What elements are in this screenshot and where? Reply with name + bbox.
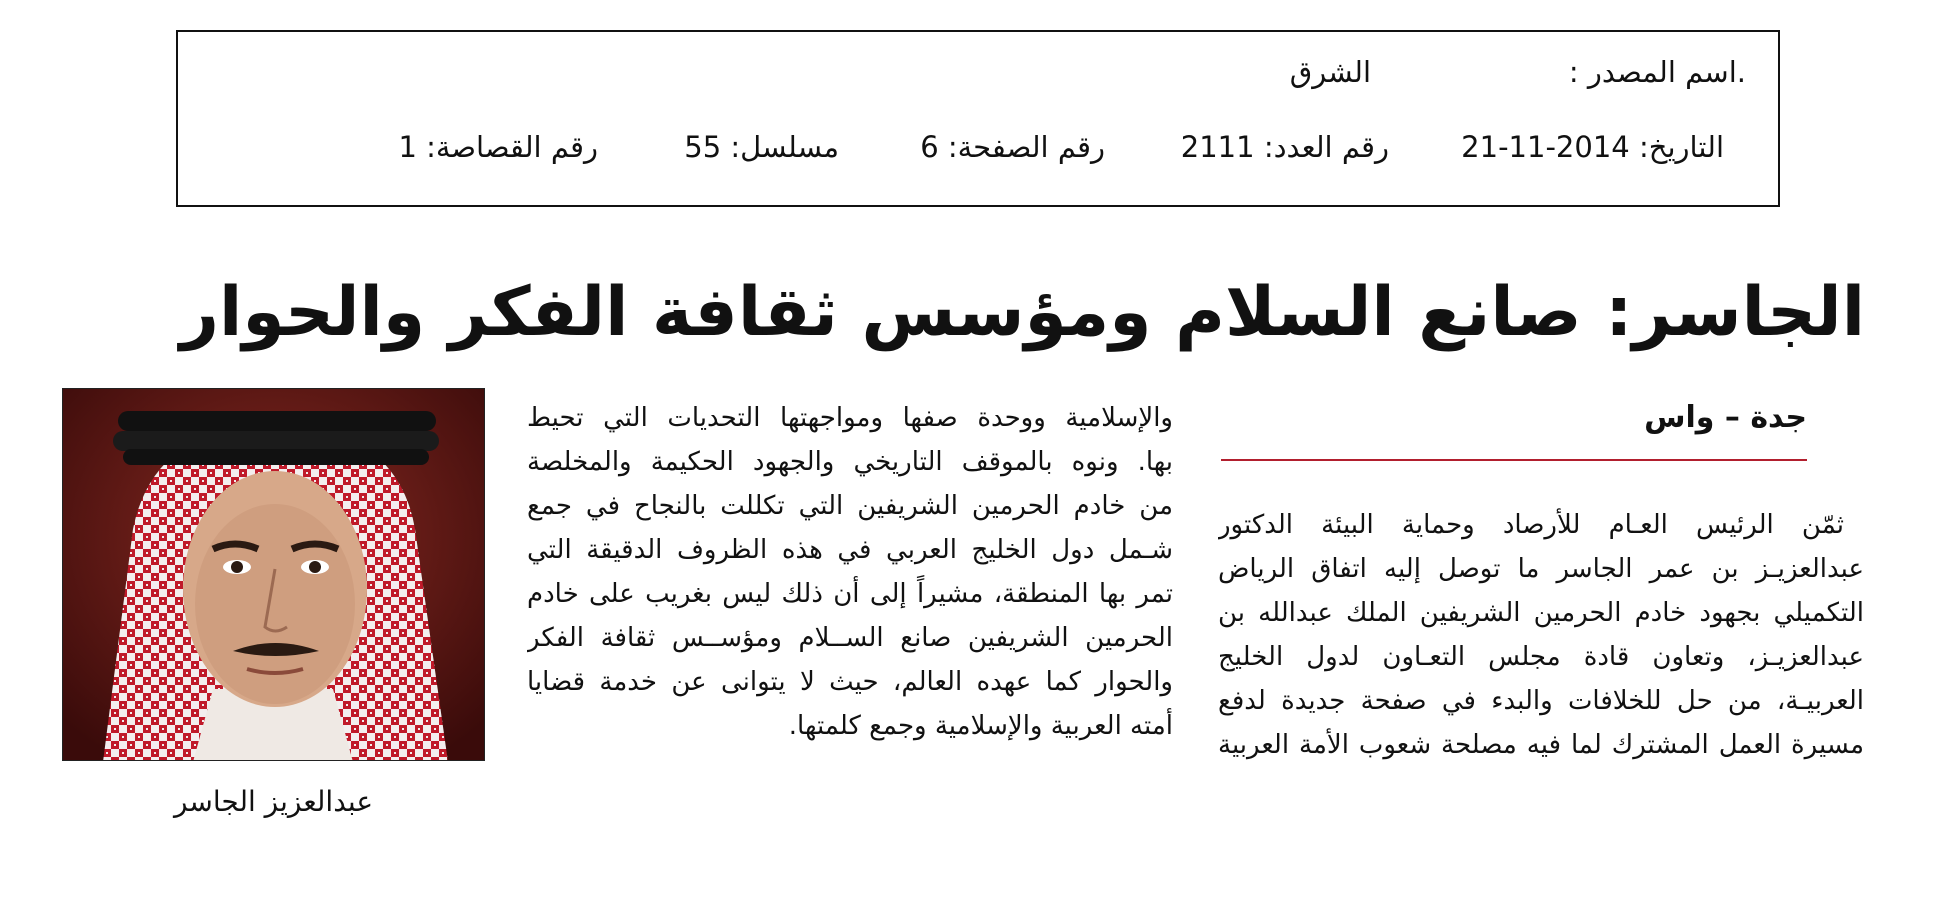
text-line: شـمل دول الخليج العربي في هذه الظروف الدقيقة التي: [527, 535, 1173, 565]
article-headline: الجاسر: صانع السلام ومؤسس ثقافة الفكر والحوار: [179, 273, 1865, 352]
serial-value: 55: [684, 130, 722, 164]
page-field: [920, 130, 1105, 164]
article-byline: جدة – واس: [1644, 400, 1807, 435]
text-line: التكميلي بجهود خادم الحرمين الشريفين الملك عبدالله بن: [1218, 598, 1864, 628]
portrait-photo: [62, 388, 485, 761]
text-line: مسيرة العمل المشترك لما فيه مصلحة شعوب الأمة العربية: [1218, 730, 1864, 760]
clipping-field: [398, 130, 598, 164]
issue-field: [1180, 130, 1389, 164]
date-value: 2014-11-21: [1461, 130, 1630, 164]
serial-label: مسلسل:: [730, 130, 839, 164]
text-line: عبدالعزيـز، وتعاون قادة مجلس التعـاون لدول الخليج: [1218, 642, 1864, 672]
text-line: والإسلامية ووحدة صفها ومواجهتها التحديات التي تحيط: [527, 403, 1173, 433]
text-line: أمته العربية والإسلامية وجمع كلمتها.: [788, 711, 1173, 741]
article-column-middle: [527, 396, 1173, 748]
date-field: [1461, 130, 1724, 164]
byline-divider: [1221, 459, 1807, 461]
page-label: رقم الصفحة:: [947, 130, 1105, 164]
text-line: من خادم الحرمين الشريفين التي تكللت بالنجاح في جمع: [527, 491, 1173, 521]
article-column-right: [1218, 503, 1864, 767]
clipping-value: 1: [398, 130, 417, 164]
source-info-box: [176, 30, 1780, 207]
photo-caption: عبدالعزيز الجاسر: [173, 785, 374, 818]
text-line: الحرمين الشريفين صانع الســلام ومؤســس ثقافة الفكر: [527, 623, 1173, 653]
source-value: الشرق: [1289, 55, 1371, 89]
serial-field: [684, 130, 839, 164]
text-line: بها. ونوه بالموقف التاريخي والجهود الحكيمة والمخلصة: [527, 447, 1173, 477]
text-line: والحوار كما عهده العالم، حيث لا يتوانى عن خدمة قضايا: [527, 667, 1173, 697]
page-value: 6: [920, 130, 939, 164]
text-line: ثمّن الرئيس العـام للأرصاد وحماية البيئة الدكتور: [1218, 510, 1844, 540]
text-line: تمر بها المنطقة، مشيراً إلى أن ذلك ليس بغريب على خادم: [527, 579, 1173, 609]
date-label: التاريخ:: [1638, 130, 1724, 164]
text-line: عبدالعزيـز بن عمر الجاسر ما توصل إليه اتفاق الرياض: [1218, 554, 1864, 584]
clipping-label: رقم القصاصة:: [426, 130, 598, 164]
source-label: .اسم المصدر :: [1568, 55, 1746, 89]
issue-label: رقم العدد:: [1263, 130, 1389, 164]
text-line: العربيـة، من حل للخلافات والبدء في صفحة جديدة لدفع: [1218, 686, 1864, 716]
issue-value: 2111: [1180, 130, 1255, 164]
